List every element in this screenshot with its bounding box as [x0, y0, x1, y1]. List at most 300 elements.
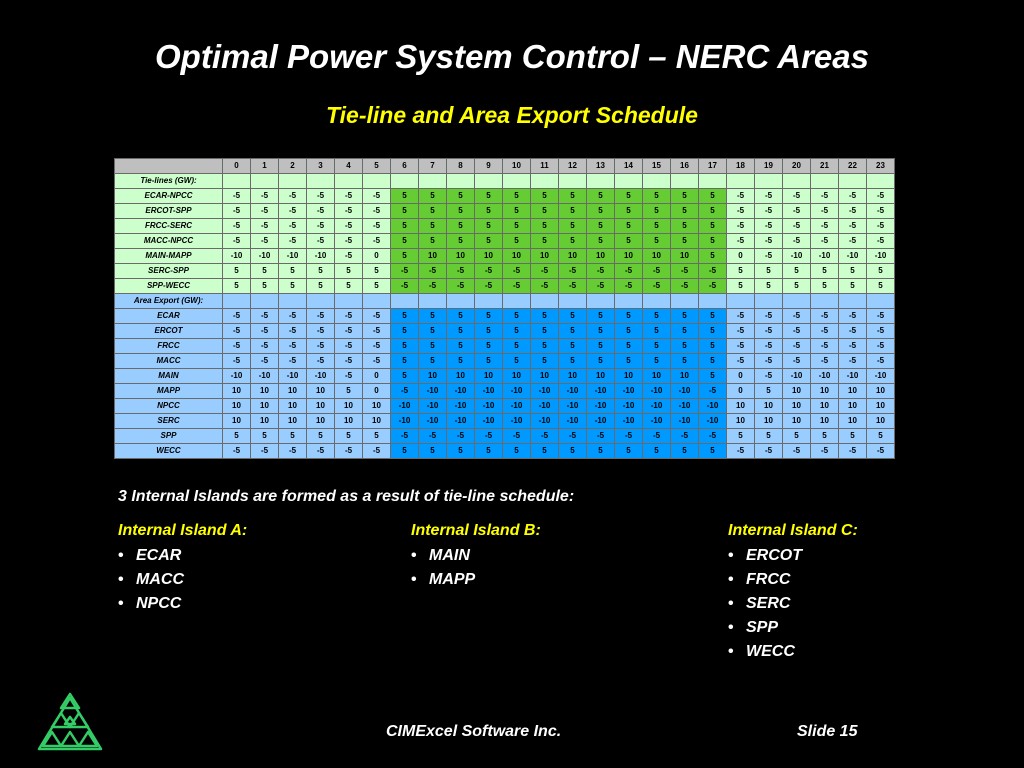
table-cell: 10	[223, 384, 251, 399]
table-cell: -5	[335, 324, 363, 339]
table-cell: 0	[727, 384, 755, 399]
island-b-title: Internal Island B:	[411, 522, 541, 539]
row-label: ERCOT-SPP	[115, 204, 223, 219]
empty-cell	[475, 174, 503, 189]
table-cell: -5	[587, 429, 615, 444]
hour-header-cell: 6	[391, 159, 419, 174]
table-cell: -5	[671, 264, 699, 279]
list-item: • NPCC	[118, 592, 247, 616]
table-cell: 5	[755, 384, 783, 399]
table-cell: 5	[699, 234, 727, 249]
table-cell: -5	[671, 279, 699, 294]
table-cell: 5	[671, 219, 699, 234]
table-cell: 10	[419, 249, 447, 264]
hour-header-cell: 16	[671, 159, 699, 174]
table-cell: -10	[475, 414, 503, 429]
list-item: • MAPP	[411, 568, 541, 592]
table-cell: -10	[447, 399, 475, 414]
table-row	[115, 219, 895, 234]
table-cell: 5	[839, 279, 867, 294]
table-cell: -10	[391, 414, 419, 429]
table-cell: 5	[307, 429, 335, 444]
table-cell: 5	[783, 429, 811, 444]
table-cell: -5	[335, 369, 363, 384]
table-cell: 5	[531, 324, 559, 339]
table-cell: 5	[475, 339, 503, 354]
table-row	[115, 354, 895, 369]
hour-header-cell: 18	[727, 159, 755, 174]
table-cell: 5	[419, 324, 447, 339]
empty-cell	[727, 174, 755, 189]
table-cell: 10	[503, 249, 531, 264]
hour-header-cell: 9	[475, 159, 503, 174]
table-cell: 5	[447, 444, 475, 459]
list-item: • SERC	[728, 592, 858, 616]
empty-cell	[251, 174, 279, 189]
table-cell: 5	[503, 219, 531, 234]
empty-cell	[475, 294, 503, 309]
table-cell: -5	[307, 444, 335, 459]
hour-header-cell: 5	[363, 159, 391, 174]
table-cell: -5	[811, 324, 839, 339]
table-cell: -10	[615, 399, 643, 414]
table-cell: -10	[783, 249, 811, 264]
table-cell: 10	[755, 414, 783, 429]
table-cell: -5	[363, 309, 391, 324]
area-export-section-header	[115, 294, 895, 309]
table-cell: -10	[307, 249, 335, 264]
table-cell: 5	[419, 234, 447, 249]
table-cell: -5	[755, 189, 783, 204]
table-cell: 5	[531, 204, 559, 219]
table-cell: -5	[699, 279, 727, 294]
empty-cell	[503, 294, 531, 309]
table-cell: -5	[783, 204, 811, 219]
empty-cell	[447, 294, 475, 309]
table-cell: -10	[811, 369, 839, 384]
table-cell: -5	[783, 354, 811, 369]
table-cell: 5	[699, 354, 727, 369]
hour-header-cell: 14	[615, 159, 643, 174]
table-cell: -5	[279, 339, 307, 354]
empty-cell	[503, 174, 531, 189]
table-cell: -5	[279, 324, 307, 339]
table-cell: -5	[307, 339, 335, 354]
table-cell: -5	[279, 204, 307, 219]
table-cell: -10	[811, 249, 839, 264]
table-cell: 5	[475, 204, 503, 219]
table-cell: -5	[223, 354, 251, 369]
slide-title: Optimal Power System Control – NERC Areas	[155, 38, 869, 75]
table-cell: 5	[587, 324, 615, 339]
table-cell: 5	[671, 444, 699, 459]
hour-header-cell: 11	[531, 159, 559, 174]
table-cell: 5	[727, 264, 755, 279]
table-cell: 5	[839, 264, 867, 279]
table-cell: -5	[223, 219, 251, 234]
table-cell: -5	[755, 204, 783, 219]
table-cell: -5	[671, 429, 699, 444]
table-cell: -5	[811, 339, 839, 354]
schedule-table-container	[114, 158, 895, 459]
table-cell: -5	[251, 339, 279, 354]
table-cell: -5	[587, 279, 615, 294]
hour-header-cell: 3	[307, 159, 335, 174]
table-cell: 0	[363, 249, 391, 264]
hour-header-cell: 19	[755, 159, 783, 174]
table-cell: -5	[251, 324, 279, 339]
table-cell: 10	[867, 414, 895, 429]
table-cell: -10	[587, 414, 615, 429]
section-header-label: Tie-lines (GW):	[115, 174, 223, 189]
table-row	[115, 444, 895, 459]
table-cell: 10	[447, 369, 475, 384]
empty-cell	[531, 294, 559, 309]
table-cell: -5	[727, 219, 755, 234]
table-cell: -5	[307, 189, 335, 204]
table-cell: 5	[615, 309, 643, 324]
table-cell: -5	[811, 219, 839, 234]
table-cell: 10	[783, 384, 811, 399]
table-cell: 5	[475, 234, 503, 249]
table-cell: 5	[363, 429, 391, 444]
table-cell: 5	[643, 189, 671, 204]
table-cell: 5	[475, 354, 503, 369]
table-row	[115, 324, 895, 339]
row-label: FRCC-SERC	[115, 219, 223, 234]
table-cell: 10	[587, 249, 615, 264]
empty-cell	[559, 294, 587, 309]
table-cell: -10	[475, 399, 503, 414]
table-cell: 10	[475, 369, 503, 384]
row-label: FRCC	[115, 339, 223, 354]
table-cell: -10	[643, 384, 671, 399]
empty-cell	[643, 294, 671, 309]
table-cell: 5	[503, 189, 531, 204]
table-cell: -5	[307, 234, 335, 249]
table-cell: 10	[671, 369, 699, 384]
table-row	[115, 369, 895, 384]
table-cell: -10	[531, 414, 559, 429]
table-cell: -10	[531, 384, 559, 399]
table-cell: 5	[559, 354, 587, 369]
table-cell: -5	[867, 339, 895, 354]
table-cell: 5	[475, 189, 503, 204]
table-cell: 5	[335, 279, 363, 294]
row-label: ECAR	[115, 309, 223, 324]
table-row	[115, 414, 895, 429]
table-cell: -10	[391, 399, 419, 414]
table-cell: 5	[307, 279, 335, 294]
table-cell: 5	[447, 339, 475, 354]
table-cell: 5	[867, 264, 895, 279]
table-cell: 5	[391, 369, 419, 384]
island-b	[411, 522, 541, 592]
table-cell: 10	[307, 414, 335, 429]
empty-cell	[811, 174, 839, 189]
row-label: SERC	[115, 414, 223, 429]
table-cell: -10	[587, 384, 615, 399]
islands-caption: 3 Internal Islands are formed as a result of tie-line schedule:	[118, 488, 575, 505]
table-cell: -5	[755, 219, 783, 234]
table-cell: -5	[783, 339, 811, 354]
table-cell: -5	[223, 309, 251, 324]
table-cell: -5	[503, 279, 531, 294]
table-cell: 5	[699, 219, 727, 234]
empty-cell	[279, 294, 307, 309]
empty-cell	[783, 174, 811, 189]
empty-cell	[419, 294, 447, 309]
table-cell: -5	[783, 189, 811, 204]
table-cell: -10	[783, 369, 811, 384]
empty-cell	[335, 174, 363, 189]
table-cell: 10	[251, 399, 279, 414]
row-label: ECAR-NPCC	[115, 189, 223, 204]
table-cell: 5	[391, 249, 419, 264]
hour-header-cell: 7	[419, 159, 447, 174]
slide-subtitle: Tie-line and Area Export Schedule	[326, 102, 698, 128]
table-cell: -5	[559, 279, 587, 294]
table-cell: 10	[671, 249, 699, 264]
table-cell: 10	[251, 414, 279, 429]
schedule-table	[114, 158, 895, 459]
table-cell: -5	[783, 309, 811, 324]
empty-cell	[279, 174, 307, 189]
table-cell: 5	[419, 444, 447, 459]
empty-cell	[587, 294, 615, 309]
table-cell: 5	[615, 189, 643, 204]
row-label: SERC-SPP	[115, 264, 223, 279]
table-cell: -5	[839, 309, 867, 324]
list-item: • ECAR	[118, 544, 247, 568]
table-cell: 5	[363, 279, 391, 294]
table-cell: -5	[307, 204, 335, 219]
table-cell: 10	[363, 414, 391, 429]
empty-cell	[335, 294, 363, 309]
table-cell: 10	[811, 399, 839, 414]
table-cell: -10	[839, 369, 867, 384]
table-cell: -5	[223, 234, 251, 249]
table-cell: -5	[335, 354, 363, 369]
table-cell: -10	[279, 369, 307, 384]
table-cell: -5	[727, 444, 755, 459]
table-cell: -10	[643, 414, 671, 429]
table-cell: -10	[839, 249, 867, 264]
table-cell: -5	[223, 339, 251, 354]
table-cell: -10	[307, 369, 335, 384]
list-item: • MAIN	[411, 544, 541, 568]
empty-cell	[559, 174, 587, 189]
hour-header-cell: 13	[587, 159, 615, 174]
table-cell: 5	[783, 264, 811, 279]
table-cell: 5	[699, 204, 727, 219]
table-cell: -10	[503, 399, 531, 414]
table-cell: 5	[419, 339, 447, 354]
table-cell: 5	[671, 234, 699, 249]
table-row	[115, 399, 895, 414]
table-cell: -10	[475, 384, 503, 399]
tie-lines-section-header	[115, 174, 895, 189]
table-cell: -5	[755, 444, 783, 459]
table-cell: -10	[279, 249, 307, 264]
table-cell: 10	[811, 414, 839, 429]
table-cell: 5	[307, 264, 335, 279]
table-cell: 5	[671, 324, 699, 339]
table-cell: 10	[839, 414, 867, 429]
table-cell: -5	[727, 189, 755, 204]
table-cell: -5	[699, 264, 727, 279]
row-label: SPP-WECC	[115, 279, 223, 294]
table-cell: 10	[335, 414, 363, 429]
table-cell: 5	[559, 234, 587, 249]
table-cell: -10	[671, 384, 699, 399]
table-cell: 5	[587, 339, 615, 354]
table-cell: 10	[559, 369, 587, 384]
section-header-label: Area Export (GW):	[115, 294, 223, 309]
table-cell: -5	[811, 354, 839, 369]
table-cell: 5	[475, 309, 503, 324]
hour-header-cell: 15	[643, 159, 671, 174]
row-label: NPCC	[115, 399, 223, 414]
table-cell: -10	[223, 369, 251, 384]
table-row	[115, 279, 895, 294]
table-cell: -5	[251, 234, 279, 249]
table-cell: 10	[363, 399, 391, 414]
table-cell: -10	[615, 414, 643, 429]
table-cell: 5	[839, 429, 867, 444]
empty-cell	[531, 174, 559, 189]
table-cell: -5	[251, 444, 279, 459]
row-label: ERCOT	[115, 324, 223, 339]
table-cell: 5	[671, 189, 699, 204]
list-item: • WECC	[728, 640, 858, 664]
island-a	[118, 522, 247, 616]
table-row	[115, 204, 895, 219]
table-cell: -5	[867, 354, 895, 369]
table-cell: -5	[307, 309, 335, 324]
table-cell: 5	[783, 279, 811, 294]
table-cell: 5	[811, 279, 839, 294]
table-cell: -10	[867, 369, 895, 384]
table-cell: 5	[699, 444, 727, 459]
row-label: MAIN-MAPP	[115, 249, 223, 264]
table-cell: 5	[475, 324, 503, 339]
empty-cell	[587, 174, 615, 189]
table-cell: 5	[811, 429, 839, 444]
empty-cell	[643, 174, 671, 189]
table-cell: -5	[755, 369, 783, 384]
table-cell: 5	[531, 339, 559, 354]
table-cell: 5	[447, 204, 475, 219]
footer-company: CIMExcel Software Inc.	[386, 723, 562, 740]
table-cell: -5	[363, 204, 391, 219]
table-cell: 10	[279, 384, 307, 399]
island-a-list	[118, 544, 247, 616]
table-cell: -5	[447, 429, 475, 444]
table-cell: -10	[503, 414, 531, 429]
table-cell: -5	[335, 339, 363, 354]
table-cell: 10	[867, 399, 895, 414]
row-label: MAIN	[115, 369, 223, 384]
table-cell: -5	[251, 309, 279, 324]
table-cell: 5	[391, 339, 419, 354]
list-item: • ERCOT	[728, 544, 858, 568]
table-cell: -5	[279, 189, 307, 204]
table-cell: 5	[503, 339, 531, 354]
table-cell: -5	[839, 189, 867, 204]
hour-header-row	[115, 159, 895, 174]
table-cell: -5	[811, 444, 839, 459]
empty-cell	[671, 174, 699, 189]
table-cell: -10	[671, 399, 699, 414]
table-cell: -5	[391, 279, 419, 294]
table-cell: -5	[783, 234, 811, 249]
table-cell: -5	[391, 429, 419, 444]
table-cell: -5	[279, 234, 307, 249]
table-cell: 10	[307, 399, 335, 414]
table-cell: -5	[307, 324, 335, 339]
empty-cell	[307, 174, 335, 189]
table-cell: -5	[223, 189, 251, 204]
table-cell: 10	[783, 399, 811, 414]
empty-cell	[671, 294, 699, 309]
table-cell: -5	[251, 189, 279, 204]
table-cell: 5	[643, 339, 671, 354]
table-cell: -5	[755, 339, 783, 354]
table-cell: 5	[755, 279, 783, 294]
table-cell: -5	[867, 234, 895, 249]
table-cell: -5	[839, 219, 867, 234]
table-cell: -5	[531, 429, 559, 444]
row-label: SPP	[115, 429, 223, 444]
list-item: • SPP	[728, 616, 858, 640]
hour-header-cell: 20	[783, 159, 811, 174]
table-cell: 5	[615, 204, 643, 219]
table-cell: -10	[699, 414, 727, 429]
empty-cell	[783, 294, 811, 309]
table-cell: 5	[391, 189, 419, 204]
table-cell: 0	[363, 384, 391, 399]
table-cell: 5	[643, 309, 671, 324]
schedule-table-body	[115, 174, 895, 459]
table-cell: 5	[811, 264, 839, 279]
table-cell: 5	[447, 219, 475, 234]
table-cell: -5	[335, 234, 363, 249]
table-cell: 5	[699, 309, 727, 324]
table-cell: 5	[531, 189, 559, 204]
table-cell: 10	[447, 249, 475, 264]
table-cell: 5	[503, 309, 531, 324]
table-cell: 5	[699, 324, 727, 339]
table-cell: -5	[839, 324, 867, 339]
table-corner-cell	[115, 159, 223, 174]
table-cell: -10	[615, 384, 643, 399]
table-cell: -5	[727, 234, 755, 249]
table-cell: -5	[839, 234, 867, 249]
table-cell: -5	[727, 324, 755, 339]
table-cell: 10	[643, 369, 671, 384]
empty-cell	[755, 174, 783, 189]
table-cell: -5	[811, 204, 839, 219]
hour-header-cell: 1	[251, 159, 279, 174]
table-cell: -5	[447, 279, 475, 294]
table-cell: 5	[559, 189, 587, 204]
empty-cell	[363, 294, 391, 309]
table-cell: -5	[699, 384, 727, 399]
table-cell: -5	[587, 264, 615, 279]
table-cell: -5	[699, 429, 727, 444]
table-cell: -5	[811, 309, 839, 324]
